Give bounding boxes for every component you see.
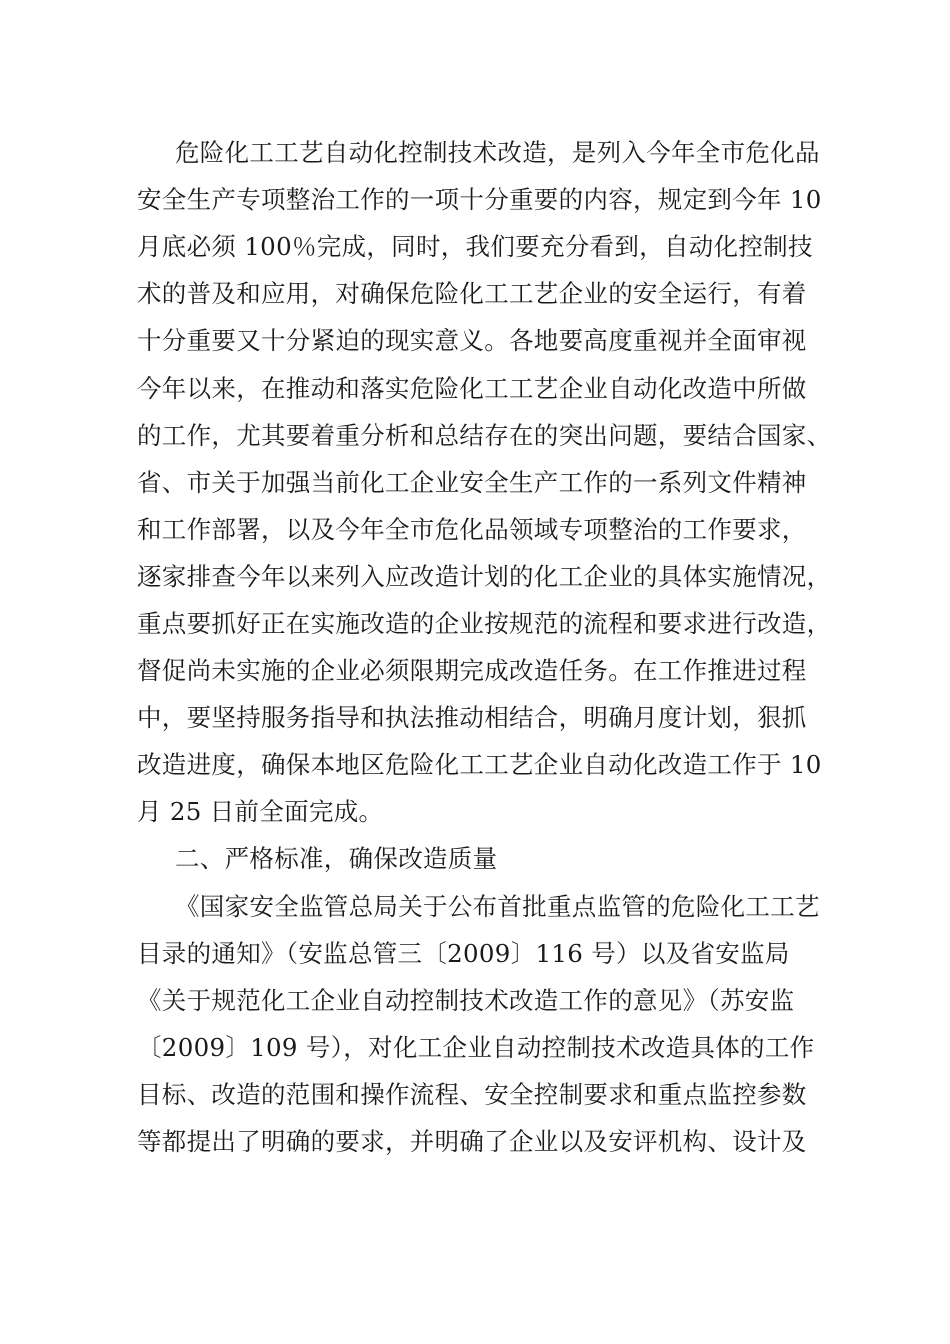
paragraph-line: 月 25 日前全面完成。 (137, 797, 384, 826)
paragraph-line: 逐家排查今年以来列入应改造计划的化工企业的具体实施情况， (137, 562, 832, 591)
paragraph-line: 省、市关于加强当前化工企业安全生产工作的一系列文件精神 (137, 468, 807, 497)
paragraph-line: 督促尚未实施的企业必须限期完成改造任务。在工作推进过程 (137, 656, 807, 685)
paragraph-line: 改造进度，确保本地区危险化工工艺企业自动化改造工作于 10 (137, 750, 822, 779)
paragraph-line: 目标、改造的范围和操作流程、安全控制要求和重点监控参数 (137, 1080, 807, 1109)
paragraph-line: 重点要抓好正在实施改造的企业按规范的流程和要求进行改造， (137, 609, 832, 638)
paragraph-line: 十分重要又十分紧迫的现实意义。各地要高度重视并全面审视 (137, 326, 807, 355)
paragraph-line: 目录的通知》（安监总管三〔2009〕116 号）以及省安监局 (137, 939, 790, 968)
paragraph-line: 中，要坚持服务指导和执法推动相结合，明确月度计划，狠抓 (137, 703, 807, 732)
paragraph-line: 《关于规范化工企业自动控制技术改造工作的意见》（苏安监 (137, 986, 795, 1015)
paragraph-line: 《国家安全监管总局关于公布首批重点监管的危险化工工艺 (175, 892, 820, 921)
paragraph-line: 术的普及和应用，对确保危险化工工艺企业的安全运行，有着 (137, 279, 807, 308)
section-heading: 二、严格标准，确保改造质量 (175, 844, 498, 873)
paragraph-line: 今年以来，在推动和落实危险化工工艺企业自动化改造中所做 (137, 374, 807, 403)
paragraph-line: 等都提出了明确的要求，并明确了企业以及安评机构、设计及 (137, 1127, 807, 1156)
paragraph-line: 和工作部署，以及今年全市危化品领域专项整治的工作要求， (137, 515, 807, 544)
paragraph-line: 〔2009〕109 号），对化工企业自动控制技术改造具体的工作 (137, 1033, 815, 1062)
paragraph-line: 月底必须 100％完成，同时，我们要充分看到，自动化控制技 (137, 232, 813, 261)
paragraph-line: 安全生产专项整治工作的一项十分重要的内容，规定到今年 10 (137, 185, 822, 214)
paragraph-line: 危险化工工艺自动化控制技术改造，是列入今年全市危化品 (175, 138, 820, 167)
paragraph-line: 的工作，尤其要着重分析和总结存在的突出问题，要结合国家、 (137, 421, 832, 450)
